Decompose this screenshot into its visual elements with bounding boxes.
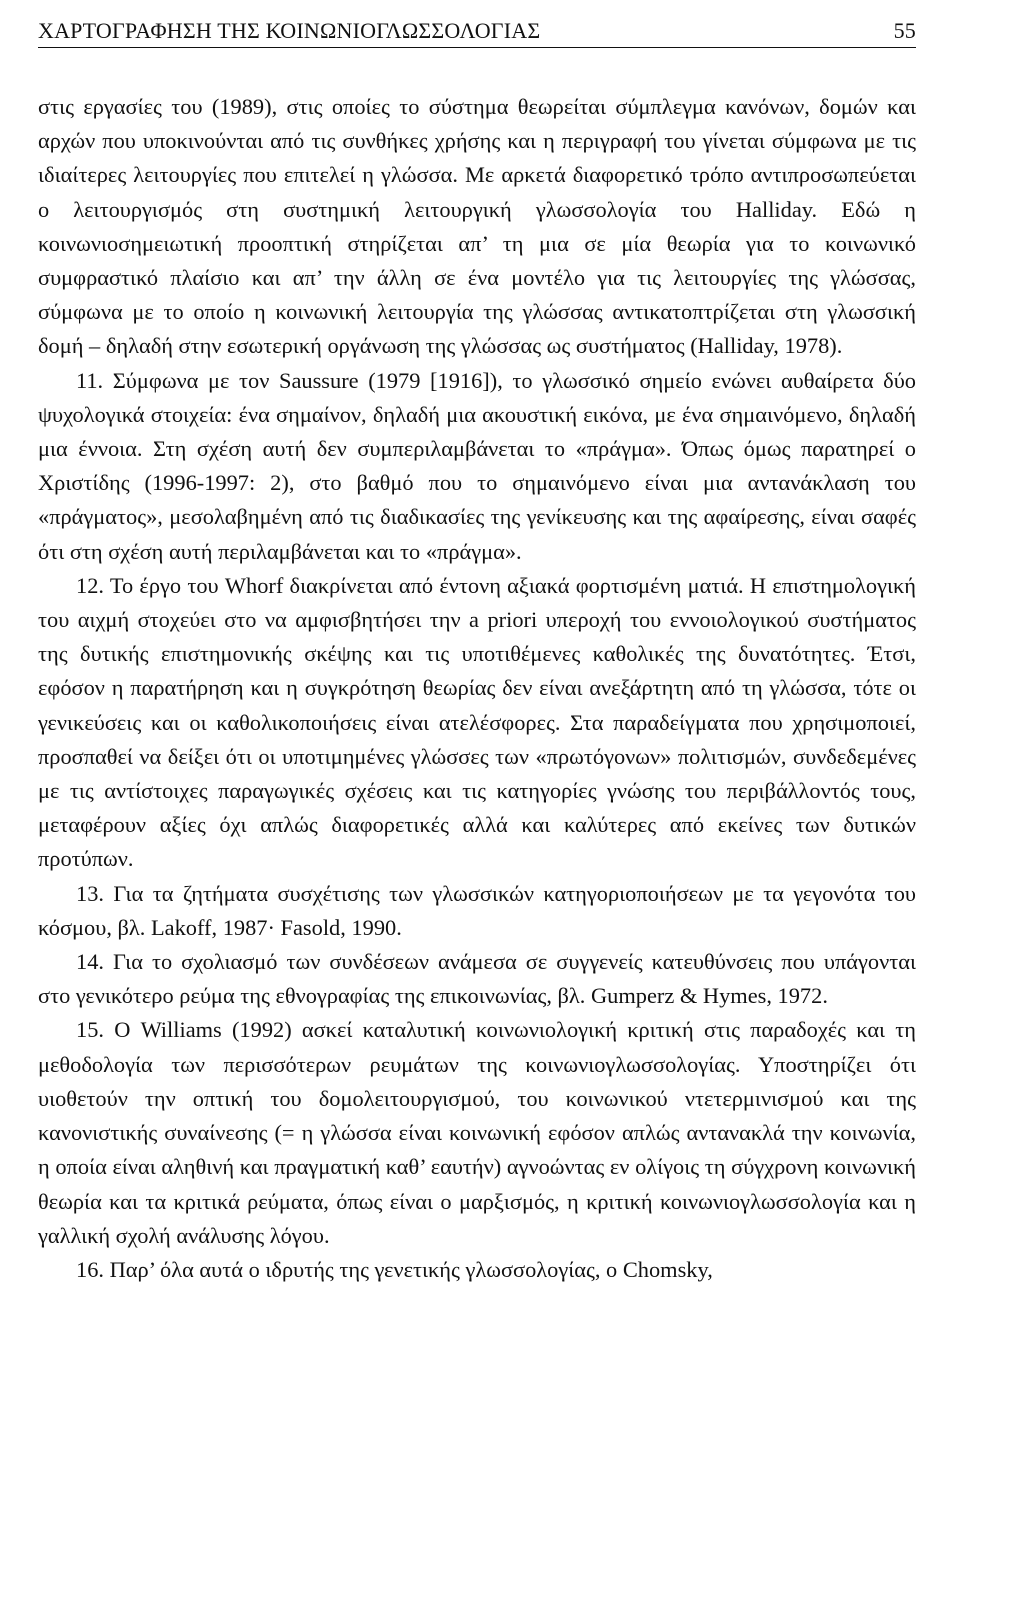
- endnotes-text: [38, 90, 916, 1287]
- running-title: ΧΑΡΤΟΓΡΑΦΗΣΗ ΤΗΣ ΚΟΙΝΩΝΙΟΓΛΩΣΣΟΛΟΓΙΑΣ: [38, 18, 541, 43]
- note-11: 11. Σύμφωνα με τον Saussure (1979 [1916]), το γλωσσικό σημείο ενώνει αυθαίρετα δύο ψυχολογικά στοιχεία: ένα σημαίνον, δηλαδή μια ακουστική εικόνα, με ένα σημαινόμενο, δηλαδή μια έννοια. Στη σχέση αυτή δεν συμπεριλαμβάνεται το «πράγμα». Όπως όμως παρατηρεί ο Χριστίδης (1996-1997: 2), στο βαθμό που το σημαινόμενο είναι μια αντανάκλαση του «πράγματος», μεσολαβημένη από τις διαδικασίες της γενίκευσης και της αφαίρεσης, είναι σαφές ότι στη σχέση αυτή περιλαμβάνεται και το «πράγμα».: [38, 367, 916, 564]
- note-16: 16. Παρ’ όλα αυτά ο ιδρυτής της γενετικής γλωσσολογίας, ο Chomsky,: [76, 1256, 713, 1282]
- note-14: 14. Για το σχολιασμό των συνδέσεων ανάμεσα σε συγγενείς κατευθύνσεις που υπάγονται στο γενικότερο ρεύμα της εθνογραφίας της επικοινωνίας, βλ. Gumperz & Hymes, 1972.: [38, 949, 916, 1009]
- running-header: [38, 18, 916, 48]
- page-number: 55: [893, 18, 916, 43]
- note-15: 15. Ο Williams (1992) ασκεί καταλυτική κοινωνιολογική κριτική στις παραδοχές και τη μεθοδολογία των περισσότερων ρευμάτων της κοινωνιογλωσσολογίας. Υποστηρίζει ότι υιοθετούν την οπτική του δομολειτουργισμού, του κοινωνικού ντετερμινισμού και της κανονιστικής συναίνεσης (= η γλώσσα είναι κοινωνική εφόσον απλώς αντανακλά την κοινωνία, η οποία είναι αληθινή και πραγματική καθ’ εαυτήν) αγνοώντας εν ολίγοις τη σύγχρονη κοινωνική θεωρία και τα κριτικά ρεύματα, όπως είναι ο μαρξισμός, η κριτική κοινωνιογλωσσολογία και η γαλλική σχολή ανάλυσης λόγου.: [38, 1017, 916, 1248]
- note-continuation: στις εργασίες του (1989), στις οποίες το σύστημα θεωρείται σύμπλεγμα κανόνων, δομών και αρχών που υποκινούνται από τις συνθήκες χρήσης και η περιγραφή του γίνεται σύμφωνα με τις ιδιαίτερες λειτουργίες που επιτελεί η γλώσσα. Με αρκετά διαφορετικό τρόπο αντιπροσωπεύεται ο λειτουργισμός στη συστημική λειτουργική γλωσσολογία του Halliday. Εδώ η κοινωνιοσημειωτική προοπτική στηρίζεται απ’ τη μια σε μία θεωρία για το κοινωνικό συμφραστικό πλαίσιο και απ’ την άλλη σε ένα μοντέλο για τις λειτουργίες της γλώσσας, σύμφωνα με το οποίο η κοινωνική λειτουργία της γλώσσας αντικατοπτρίζεται στη γλωσσική δομή – δηλαδή στην εσωτερική οργάνωση της γλώσσας ως συστήματος (Halliday, 1978).: [38, 94, 916, 359]
- note-13: 13. Για τα ζητήματα συσχέτισης των γλωσσικών κατηγοριοποιήσεων με τα γεγονότα του κόσμου, βλ. Lakoff, 1987· Fasold, 1990.: [38, 880, 916, 940]
- note-12: 12. Το έργο του Whorf διακρίνεται από έντονη αξιακά φορτισμένη ματιά. Η επιστημολογική του αιχμή στοχεύει στο να αμφισβητήσει την a priori υπεροχή του εννοιολογικού συστήματος της δυτικής επιστημονικής σκέψης και τις υποτιθέμενες καθολικές της δυνατότητες. Έτσι, εφόσον η παρατήρηση και η συγκρότηση θεωρίας δεν είναι ανεξάρτητη από τη γλώσσα, τότε οι γενικεύσεις και οι καθολικοποιήσεις είναι ατελέσφορες. Στα παραδείγματα που χρησιμοποιεί, προσπαθεί να δείξει ότι οι υποτιμημένες γλώσσες των «πρωτόγονων» πολιτισμών, συνδεδεμένες με τις αντίστοιχες παραγωγικές σχέσεις και τις κατηγορίες γνώσης του περιβάλλοντός τους, μεταφέρουν αξίες όχι απλώς διαφορετικές αλλά και καλύτερες από εκείνες των δυτικών προτύπων.: [38, 572, 916, 872]
